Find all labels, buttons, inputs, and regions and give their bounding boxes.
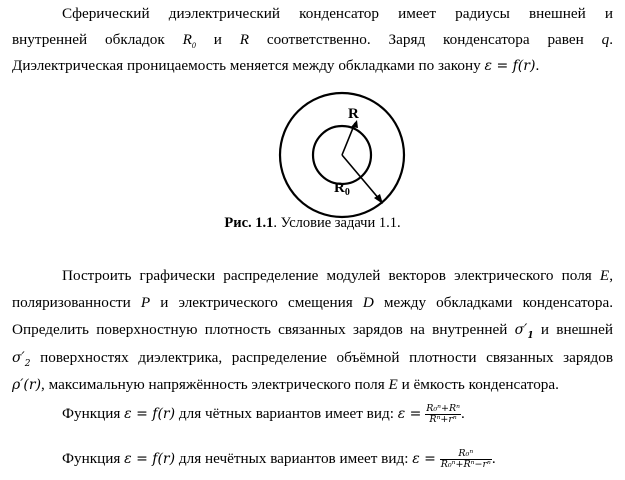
text: Диэлектрическая проницаемость меняется между обкладками по закону (12, 57, 485, 74)
eps: ε = (412, 451, 436, 467)
numerator: R₀ⁿ (440, 449, 492, 460)
text: , (609, 267, 613, 284)
task-line-1 (62, 266, 613, 286)
text: и внешней (533, 321, 613, 338)
formula-eps: ε = f(r) (484, 58, 536, 74)
task-line-4 (12, 348, 613, 374)
text: и (195, 31, 240, 48)
text: , максимальную напряжённость электрического поля (41, 376, 389, 393)
text: поляризованности (12, 294, 141, 311)
task-line-3 (12, 320, 613, 346)
figure-caption (0, 215, 625, 232)
text: . (609, 31, 613, 48)
rho: ρ′(r) (12, 377, 42, 393)
formula-eps: ε = f(r) (124, 406, 176, 422)
text: Построить графически распределение модулей векторов электрического поля (62, 267, 600, 284)
word: диэлектрический (168, 5, 280, 22)
text: и электрического смещения (150, 294, 363, 311)
word: имеет (398, 5, 436, 22)
sub: 1 (527, 331, 534, 342)
function-odd (62, 449, 613, 470)
sub: 2 (24, 359, 31, 370)
text: для нечётных вариантов имеет вид: (175, 450, 413, 467)
sigma1: σ′ (514, 322, 528, 338)
word: Сферический (62, 5, 150, 22)
fraction-odd (440, 449, 492, 470)
caption-label: Рис. 1.1 (224, 215, 274, 231)
text: . (461, 405, 465, 422)
numerator: R₀ⁿ+Rⁿ (426, 403, 460, 415)
function-even (62, 404, 613, 425)
task-line-5 (12, 375, 613, 395)
var-q: q (601, 31, 610, 48)
task-line-2 (12, 293, 613, 313)
var-E: E (599, 267, 610, 284)
eps: ε = (397, 406, 422, 422)
text: . (535, 57, 540, 74)
var-P: P (140, 294, 151, 311)
caption-text: . Условие задачи 1.1. (273, 215, 401, 231)
formula-eps: ε = f(r) (124, 451, 176, 467)
text: между обкладками конденсатора. (373, 294, 613, 311)
word: радиусы (455, 5, 510, 22)
word: внешней (528, 5, 586, 22)
label-R: R (348, 106, 359, 122)
var-E: E (388, 376, 398, 393)
text: и ёмкость конденсатора. (397, 376, 559, 393)
sigma2: σ′ (12, 350, 25, 366)
var-R0: R (182, 31, 192, 48)
word: и (604, 5, 613, 22)
text: Функция (62, 450, 125, 467)
text: . (491, 450, 496, 467)
text: соответственно. Заряд конденсатора равен (248, 31, 602, 48)
text: Функция (62, 405, 125, 422)
text: внутренней обкладок (12, 31, 183, 48)
sub: 0 (191, 41, 196, 51)
text: поверхностях диэлектрика, распределение объёмной плотности связанных зарядов (30, 349, 613, 366)
denominator: Rⁿ+rⁿ (429, 414, 457, 426)
text: Определить поверхностную плотность связанных зарядов на внутренней (12, 321, 515, 338)
word: конденсатор (299, 5, 379, 22)
text: для чётных вариантов имеет вид: (175, 405, 398, 422)
var-R: R (239, 31, 249, 48)
fraction-even (425, 404, 461, 425)
var-D: D (362, 294, 374, 311)
denominator: R₀ⁿ+Rⁿ−rⁿ (440, 459, 491, 471)
label-R0: $R_0$ (334, 180, 350, 198)
